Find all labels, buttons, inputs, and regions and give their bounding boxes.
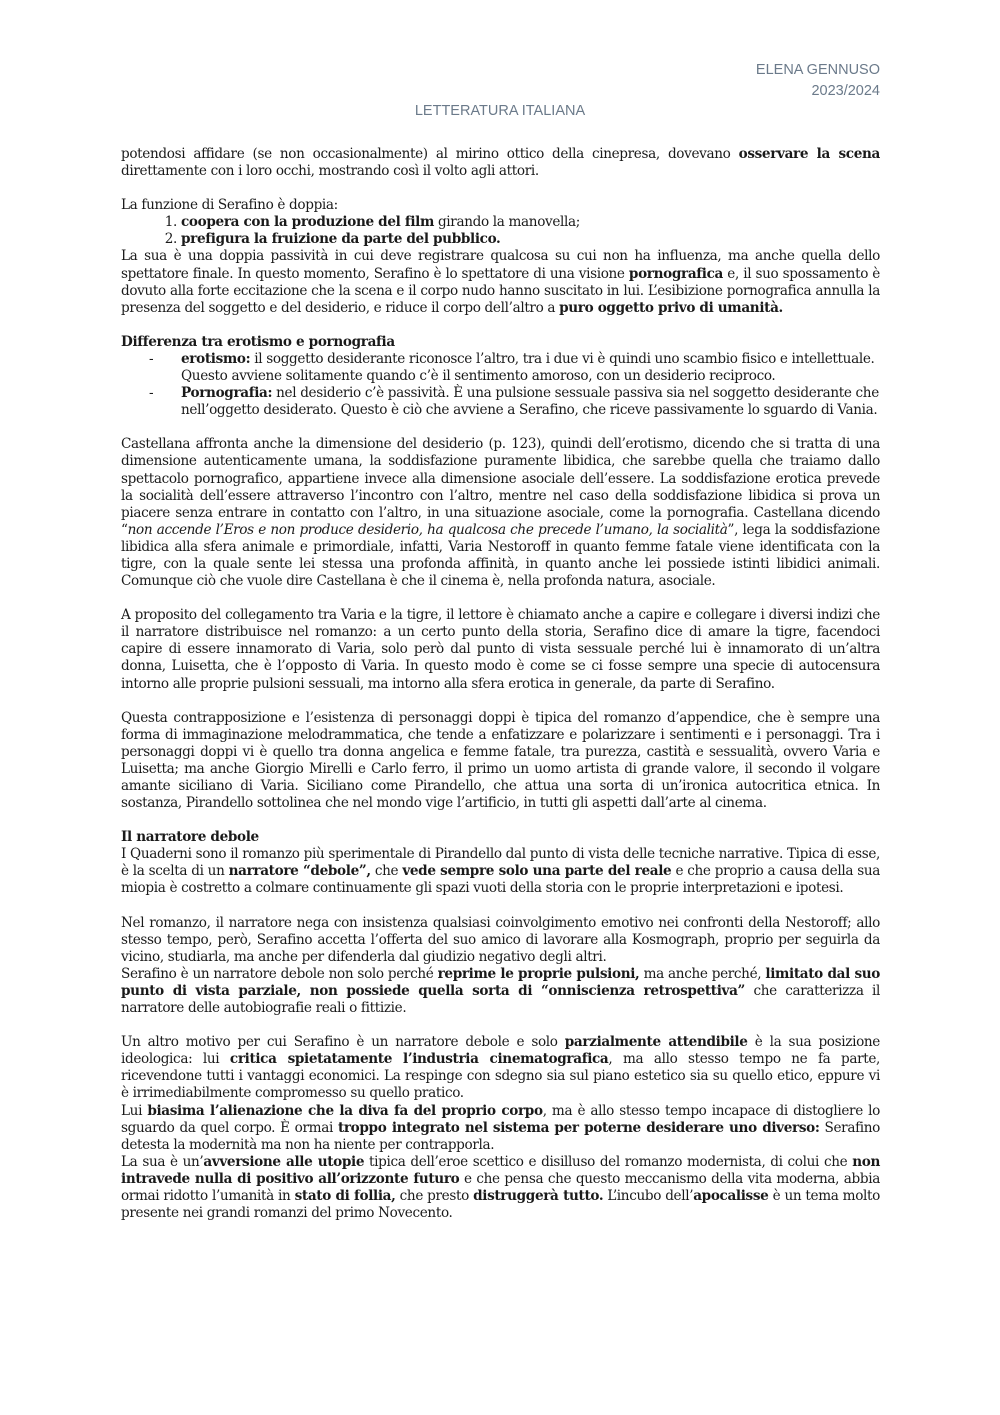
bold-text: reprime le proprie pulsioni, <box>437 965 640 982</box>
bold-text: erotismo: <box>181 350 251 367</box>
text: Castellana affronta anche la dimensione del desiderio (p. 123), quindi dell’erotismo, dicendo che si tratta di una dimensione autenticamente umana, la soddisfazione puramente libidica, che sarebbe quella che traiamo dallo spettacolo pornografico, appartiene invece alla dimensione asociale dell’essere. La soddisfazione erotica prevede la socialità dell’essere attraverso l’incontro con l’altro, mentre nel caso della soddisfazione libidica si prova un piacere senza entrare in contatto con l’altro, in una situazione asociale, come la pornografia. Castellana dicendo “ <box>121 436 880 538</box>
paragraph <box>121 846 880 897</box>
bold-text: pornografica <box>628 265 723 282</box>
bold-text: narratore “debole”, <box>228 863 371 880</box>
bold-text: troppo integrato nel sistema per poterne desiderare uno diverso: <box>337 1119 820 1136</box>
paragraph <box>121 146 880 180</box>
list-item <box>181 214 880 231</box>
bold-text: prefigura la fruizione da parte del pubblico. <box>181 231 501 248</box>
bold-text: coopera con la produzione del film <box>181 214 434 231</box>
text: La sua è un’ <box>121 1153 204 1170</box>
paragraph <box>121 710 880 813</box>
text: girando la manovella; <box>433 214 581 231</box>
text: e che proprio a causa della sua miopia è costretto a colmare continuamente gli spazi vuoti della storia con le proprie interpretazioni e ipotesi. <box>121 863 880 897</box>
text: che presto <box>395 1187 474 1204</box>
paragraph <box>121 1034 880 1102</box>
text: La sua è una doppia passività in cui deve registrare qualcosa su cui non ha influenza, ma anche quella dello spettatore finale. In questo momento, Serafino è lo spettatore di una visione <box>121 248 880 282</box>
bold-text: apocalisse <box>693 1187 769 1204</box>
paragraph <box>121 915 880 966</box>
bold-text: Pornografia: <box>181 385 273 402</box>
text: direttamente con i loro occhi, mostrando così il volto agli attori. <box>121 163 539 180</box>
paragraph <box>121 1154 880 1222</box>
bold-text: avversione alle utopie <box>203 1153 365 1170</box>
list-item <box>181 231 880 248</box>
text: Un altro motivo per cui Serafino è un narratore debole e solo <box>121 1034 565 1051</box>
paragraph <box>121 1103 880 1154</box>
paragraph <box>121 248 880 316</box>
text: il soggetto desiderante riconosce l’altro, tra i due vi è quindi uno scambio fisico e intellettuale. Questo avviene solitamente quando c’è il sentimento amoroso, con un desiderio reciproco. <box>181 350 875 385</box>
section-heading: Differenza tra erotismo e pornografia <box>121 333 395 350</box>
numbered-list <box>121 214 880 248</box>
bold-text: vede sempre solo una parte del reale <box>402 863 672 880</box>
bold-text: puro oggetto privo di umanità. <box>559 299 783 316</box>
bold-text: parzialmente attendibile <box>564 1034 748 1051</box>
list-item <box>181 385 880 419</box>
text: e, il suo spossamento è dovuto alla forte eccitazione che la scena e il corpo nudo hanno suscitato in lui. L’esibizione pornografica annulla la presenza del soggetto e del desiderio, e riduce il corpo dell’altro a <box>121 265 881 316</box>
author-name: ELENA GENNUSO <box>755 62 880 78</box>
paragraph <box>121 966 880 1017</box>
text: è la sua posizione ideologica: lui <box>121 1034 881 1068</box>
text: e che pensa che questo meccanismo della vita moderna, abbia ormai ridotto l’umanità in <box>121 1170 881 1204</box>
bold-text: limitato dal suo punto di vista parziale, non possiede quella sorta di “onniscienza retrospettiva” <box>121 965 880 999</box>
text: Lui <box>121 1102 148 1119</box>
text: nel desiderio c’è passività. È una pulsione sessuale passiva sia nel soggetto desiderante che nell’oggetto desiderato. Questo è ciò che avviene a Serafino, che riceve passivamente lo sguardo di Vania. <box>181 385 879 419</box>
text: L’incubo dell’ <box>603 1187 694 1204</box>
academic-year: 2023/2024 <box>811 83 880 99</box>
paragraph <box>121 436 880 590</box>
text: Serafino detesta la modernità ma non ha niente per contrapporla. <box>121 1119 880 1153</box>
text: Questa contrapposizione e l’esistenza di personaggi doppi è tipica del romanzo d’appendice, che è sempre una forma di immaginazione melodrammatica, che tende a enfatizzare e polarizzare i sentimenti e i personaggi. Tra i personaggi doppi vi è quello tra donna angelica e femme fatale, tra purezza, castità e sessualità, ovvero Varia e Luisetta; ma anche Giorgio Mirelli e Carlo ferro, il primo un uomo artista di grande valore, il secondo il volgare amante siciliano di Varia. Siciliano come Pirandello, che attua una sorta di un’ironica autocritica etnica. In sostanza, Pirandello sottolinea che nel mondo vige l’artificio, in tutti gli aspetti dall’arte al cinema. <box>121 709 880 812</box>
text: potendosi affidare (se non occasionalmente) al mirino ottico della cinepresa, dovevano <box>121 146 739 162</box>
text: ma anche perché, <box>639 965 766 982</box>
list-item <box>181 351 880 385</box>
bold-text: stato di follia, <box>294 1187 396 1204</box>
text: A proposito del collegamento tra Varia e la tigre, il lettore è chiamato anche a capire e collegare i diversi indizi che il narratore distribuisce nel romanzo: a un certo punto della storia, Serafino dice di amare la tigre, facendoci capire di essere innamorato di Varia, solo però dal punto di vista sessuale perché lui è innamorato di un’altra donna, Luisetta, che è l’opposto di Varia. In questo modo è come se ci fosse sempre una specie di autocensura intorno alle proprie pulsioni sessuali, ma intorno alla sfera erotica in generale, da parte di Serafino. <box>121 607 880 692</box>
dash-list <box>121 351 880 419</box>
document-body <box>121 146 880 1222</box>
text: che <box>370 863 403 880</box>
text: è un tema molto presente nei grandi romanzi del primo Novecento. <box>121 1187 880 1222</box>
page-header <box>756 60 880 102</box>
paragraph <box>121 607 880 692</box>
bold-text: osservare la scena <box>738 146 880 162</box>
bold-text: distruggerà tutto. <box>473 1187 604 1204</box>
text: La funzione di Serafino è doppia: <box>121 197 338 214</box>
section-heading: Il narratore debole <box>121 829 259 846</box>
paragraph <box>121 197 880 214</box>
text: ”, lega la soddisfazione libidica alla sfera animale e primordiale, infatti, Varia Nestoroff in quanto femme fatale viene identificata con la tigre, con la quale sente lei stessa una profonda affinità, in quanto anche lei possiede istinti libidici animali. Comunque ciò che vuole dire Castellana è che il cinema è, nella profonda natura, asociale. <box>121 521 880 590</box>
text: Serafino è un narratore debole non solo perché <box>121 965 438 982</box>
text: , ma è allo stesso tempo incapace di distogliere lo sguardo da quel corpo. È ormai <box>121 1102 880 1136</box>
text: tipica dell’eroe scettico e disilluso del romanzo modernista, di colui che <box>364 1153 853 1170</box>
text: Nel romanzo, il narratore nega con insistenza qualsiasi coinvolgimento emotivo nei confronti della Nestoroff; allo stesso tempo, però, Serafino accetta l’offerta del suo amico di lavorare alla Kosmograph, proprio per seguirla da vicino, studiarla, ma anche per difenderla dal giudizio negativo degli altri. <box>121 914 880 965</box>
text: I Quaderni sono il romanzo più sperimentale di Pirandello dal punto di vista delle tecniche narrative. Tipica di esse, è la scelta di un <box>121 846 880 880</box>
text: , ma allo stesso tempo ne fa parte, ricevendone tutti i vantaggi economici. La respinge con sdegno sia sul piano estetico sia su quello etico, eppure vi è irrimediabilmente compromesso su quello pratico. <box>121 1051 880 1102</box>
italic-quote: non accende l’Eros e non produce desiderio, ha qualcosa che precede l’umano, la socialità <box>127 521 728 538</box>
subject-title: LETTERATURA ITALIANA <box>414 103 586 119</box>
bold-text: critica spietatamente l’industria cinematografica <box>229 1051 609 1068</box>
bold-text: non intravede nulla di positivo all’orizzonte futuro <box>121 1153 880 1187</box>
text: che caratterizza il narratore delle autobiografie reali o fittizie. <box>121 982 880 1017</box>
bold-text: biasima l’alienazione che la diva fa del proprio corpo <box>147 1102 543 1119</box>
